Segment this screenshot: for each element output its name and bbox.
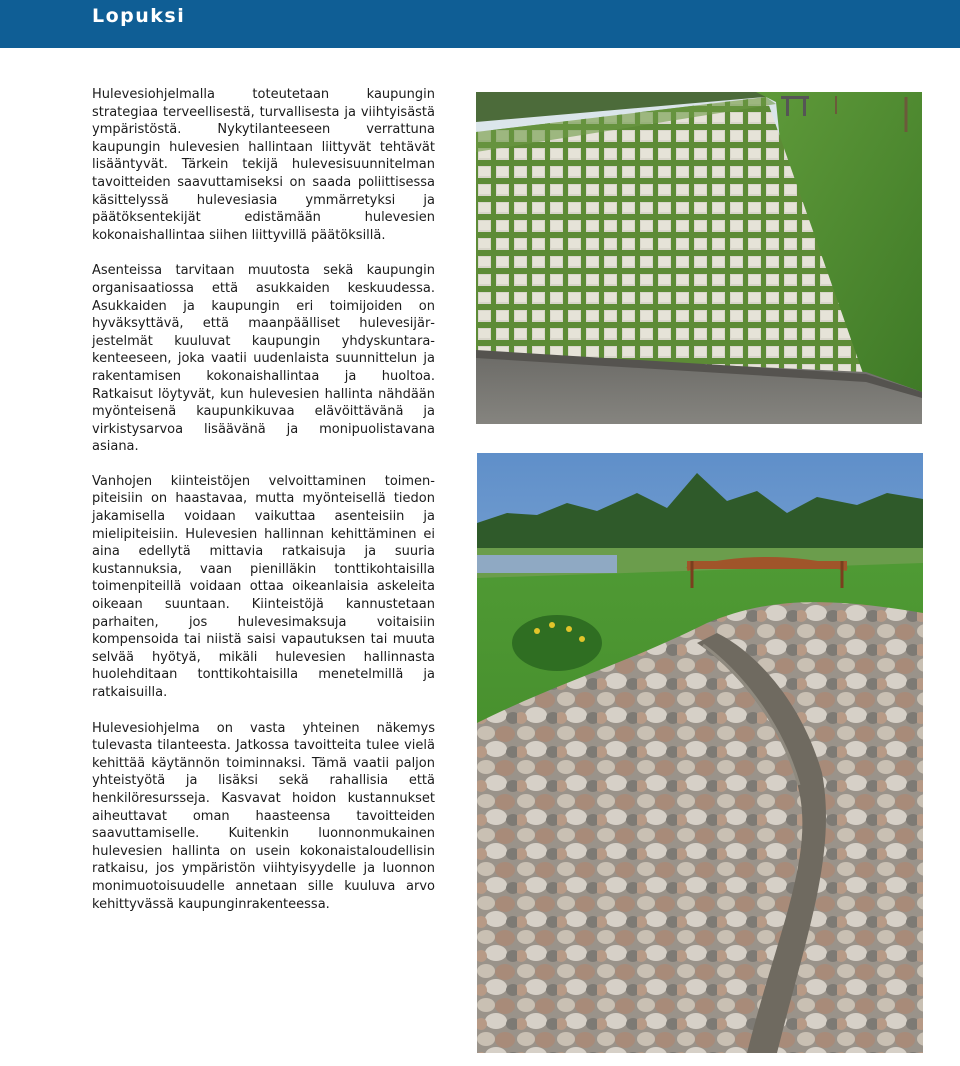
body-text-column [92,86,435,930]
paragraph-1: Hulevesiohjelmalla toteutetaan kaupungin strategiaa terveellisestä, turvallisesta ja viihtyisästä ympäristöstä. Nykytilanteeseen verrattuna kaupungin hulevesien hallintaan liittyvät tehtävät lisääntyvät. Tärkein tekijä hulevesisuunnitelman tavoitteiden saavuttamiseksi on saada poliittisessa käsittelyssä hulevesiasia ymmärretyksi ja päätöksentekijät edistämään hulevesien kokonaishallintaa siihen liittyvillä päätöksillä. [92,87,435,243]
header-bar [0,0,960,48]
page-title: Lopuksi [92,5,186,27]
grass-paver-photo [476,92,922,424]
grass-paver-image [476,92,922,424]
paragraph-4: Hulevesiohjelma on vasta yhteinen näkemys tulevasta tilanteesta. Jatkossa tavoitteita tulee vielä kehittää käytännön toiminnaksi. Tämä vaatii paljon yhteistyötä ja lisäksi sekä rahallisia että henkilöresursseja. Kasvavat hoidon kustannukset aiheuttavat oman haasteensa tavoitteiden saavuttamiselle. Kuitenkin luonnonmukainen hulevesien hallinta on usein kokonaistaloudellisin ratkaisu, jos ympäristön viihtyisyydelle ja luonnon monimuotoisuudelle annetaan sille kuuluva arvo kehittyvässä kaupunginrakenteessa. [92,720,435,912]
paragraph-3: Vanhojen kiinteistöjen velvoittaminen toimenpiteisiin on haastavaa, mutta myönteisellä tiedon jakamisella voidaan vaikuttaa asenteisiin ja mielipiteisiin. Hulevesien hallinnan kehittäminen ei aina edellytä mittavia ratkaisuja ja suuria kustannuksia, vaan pienilläkin tonttikohtaisilla toimenpiteillä voidaan ottaa oikeanlaisia askeleita oikeaan suuntaan. Kiinteistöjä kannustetaan parhaiten, jos hulevesimaksuja voitaisiin kompensoida tai niistä saisi vapautuksen tai muuta selvää hyötyä, mikäli hulevesien hallinnasta huolehditaan tonttikohtaisilla menetelmillä ja ratkaisuilla. [92,473,435,700]
stone-channel-image [477,453,923,1053]
paragraph-2: Asenteissa tarvitaan muutosta sekä kaupungin organisaatiossa että asukkaiden keskuudessa. Asukkaiden ja kaupungin eri toimijoiden on hyväksyttävä, että maanpäälliset hulevesijärjestelmät kuuluvat kaupungin yhdyskuntarakenteeseen, joka vaatii uudenlaista suunnittelun ja rakentamisen kokonaishallintaa ja huoltoa. Ratkaisut löytyvät, kun hulevesien hallinta nähdään myönteisenä kaupunkikuvaa elävöittävänä ja virkistysarvoa lisäävänä ja monipuolistavana asiana. [92,263,435,455]
stone-channel-photo [477,453,923,1053]
